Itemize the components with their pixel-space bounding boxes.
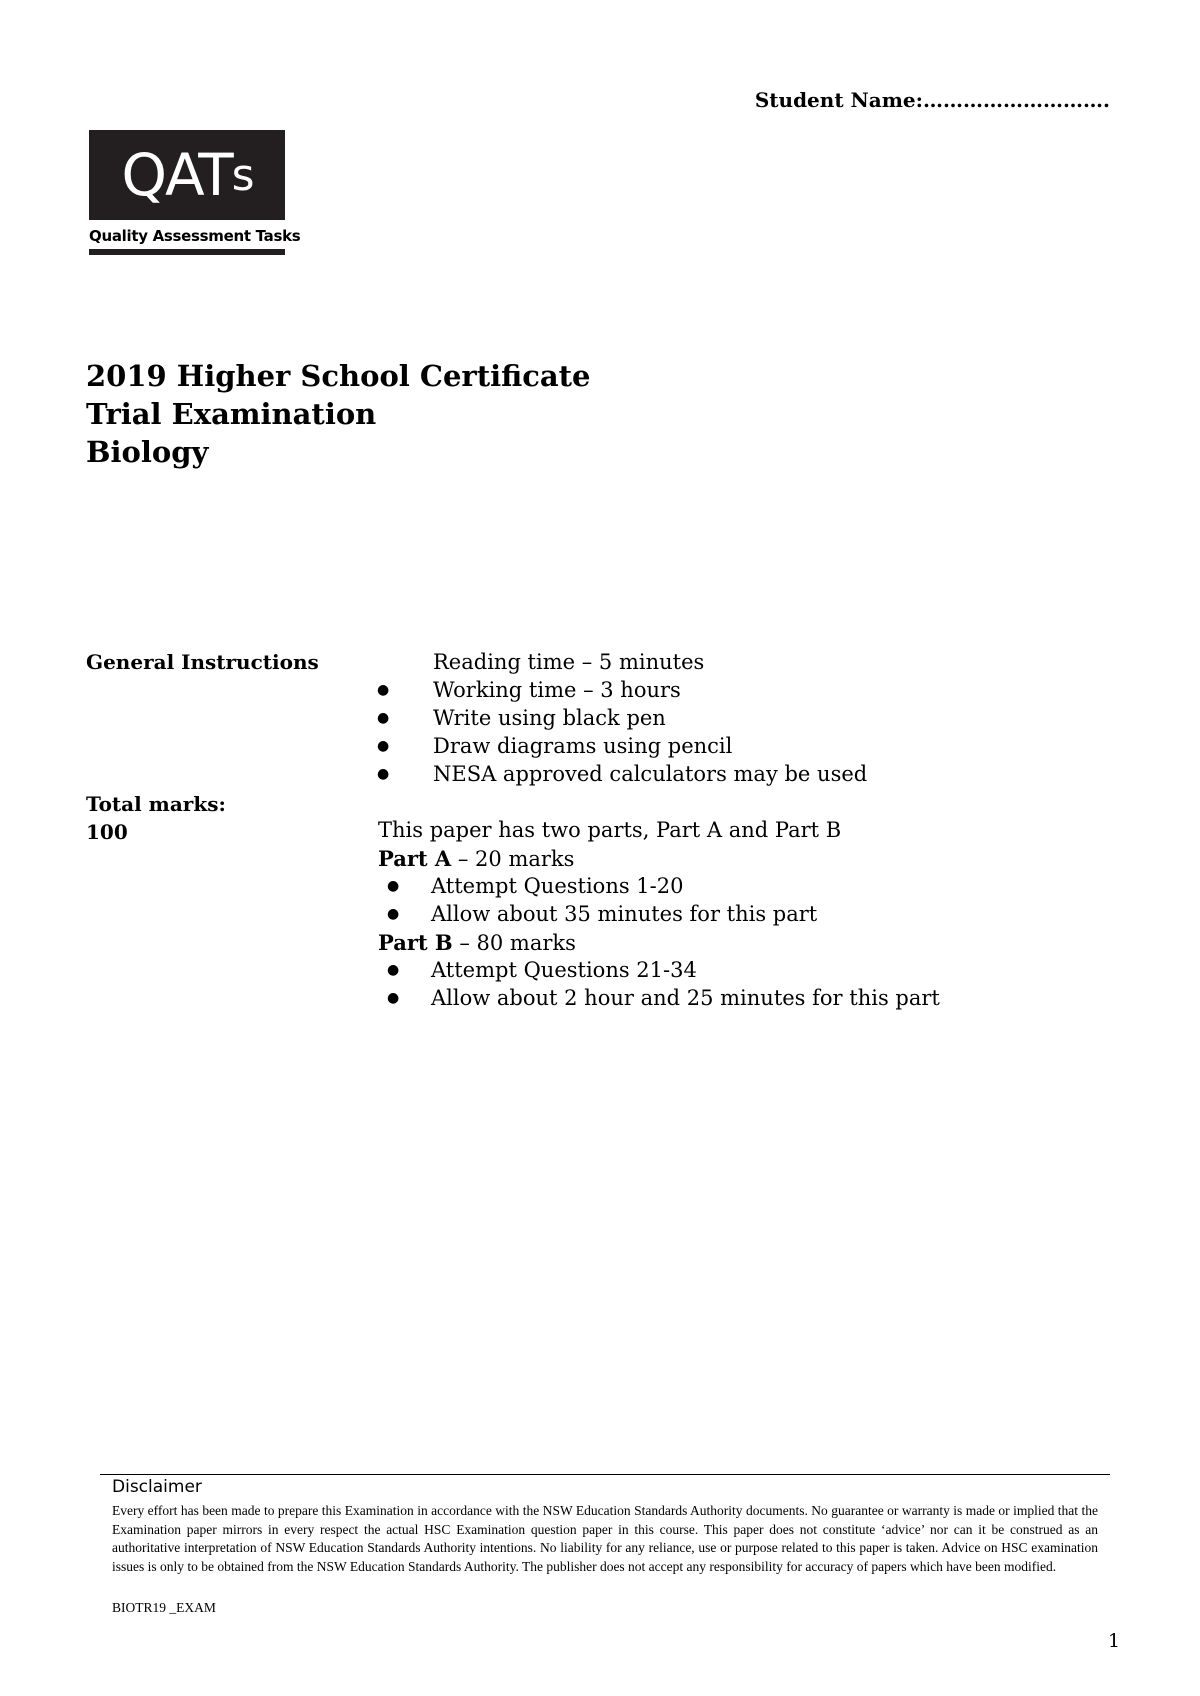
bullet-icon: ● bbox=[377, 710, 390, 726]
total-marks-label: Total marks: bbox=[86, 792, 226, 816]
part-b-item: Allow about 2 hour and 25 minutes for this part bbox=[431, 986, 940, 1010]
disclaimer-title: Disclaimer bbox=[112, 1477, 202, 1497]
bullet-icon: ● bbox=[387, 906, 400, 922]
bullet-icon: ● bbox=[387, 878, 400, 894]
instruction-item: NESA approved calculators may be used bbox=[433, 762, 868, 786]
bullet-icon: ● bbox=[377, 682, 390, 698]
part-b-label: Part B bbox=[378, 930, 453, 955]
title-line-2: Trial Examination bbox=[86, 397, 377, 431]
total-marks-value: 100 bbox=[86, 820, 128, 844]
instruction-item: Reading time – 5 minutes bbox=[433, 650, 705, 674]
instruction-item: Working time – 3 hours bbox=[433, 678, 681, 702]
logo-mark-text: QAT bbox=[121, 141, 232, 209]
title-line-1: 2019 Higher School Certificate bbox=[86, 359, 591, 393]
part-a-item: Attempt Questions 1-20 bbox=[431, 874, 684, 898]
logo-tagline: Quality Assessment Tasks bbox=[89, 227, 301, 245]
disclaimer-divider bbox=[100, 1474, 1110, 1475]
instruction-item: Draw diagrams using pencil bbox=[433, 734, 733, 758]
general-instructions-label: General Instructions bbox=[86, 650, 319, 674]
logo-mark bbox=[89, 130, 285, 220]
exam-title bbox=[86, 357, 591, 471]
part-a-marks: – 20 marks bbox=[451, 847, 575, 871]
part-b-item: Attempt Questions 21-34 bbox=[431, 958, 697, 982]
bullet-icon: ● bbox=[377, 766, 390, 782]
part-a-heading bbox=[378, 846, 574, 871]
title-line-3: Biology bbox=[86, 435, 209, 469]
exam-code: BIOTR19 _EXAM bbox=[112, 1600, 216, 1615]
total-marks bbox=[86, 790, 226, 846]
disclaimer-text: Every effort has been made to prepare this Examination in accordance with the NSW Education Standards Authority documents. No guarantee or warranty is made or implied that the Examination paper mirrors in every respect the actual HSC Examination question paper in this course. This paper does not constitute ‘advice’ nor can it be construed as an authoritative interpretation of NSW Education Standards Authority intentions. No liability for any reliance, use or purpose related to this paper is taken. Advice on HSC examination issues is only to be obtained from the NSW Education Standards Authority. The publisher does not accept any responsibility for accuracy of papers which have been modified. bbox=[112, 1503, 1098, 1574]
part-a-label: Part A bbox=[378, 846, 452, 871]
student-name-field: Student Name:………………………. bbox=[754, 88, 1110, 112]
qats-logo bbox=[89, 130, 301, 255]
logo-underline bbox=[89, 249, 285, 255]
part-b-heading bbox=[378, 930, 576, 955]
bullet-icon: ● bbox=[387, 990, 400, 1006]
page-number: 1 bbox=[1108, 1630, 1121, 1652]
part-a-item: Allow about 35 minutes for this part bbox=[431, 902, 818, 926]
part-b-marks: – 80 marks bbox=[452, 931, 576, 955]
paper-structure-intro: This paper has two parts, Part A and Part B bbox=[378, 818, 842, 842]
logo-mark-s: s bbox=[231, 149, 253, 201]
instruction-item: Write using black pen bbox=[433, 706, 666, 730]
bullet-icon: ● bbox=[387, 962, 400, 978]
bullet-icon: ● bbox=[377, 738, 390, 754]
